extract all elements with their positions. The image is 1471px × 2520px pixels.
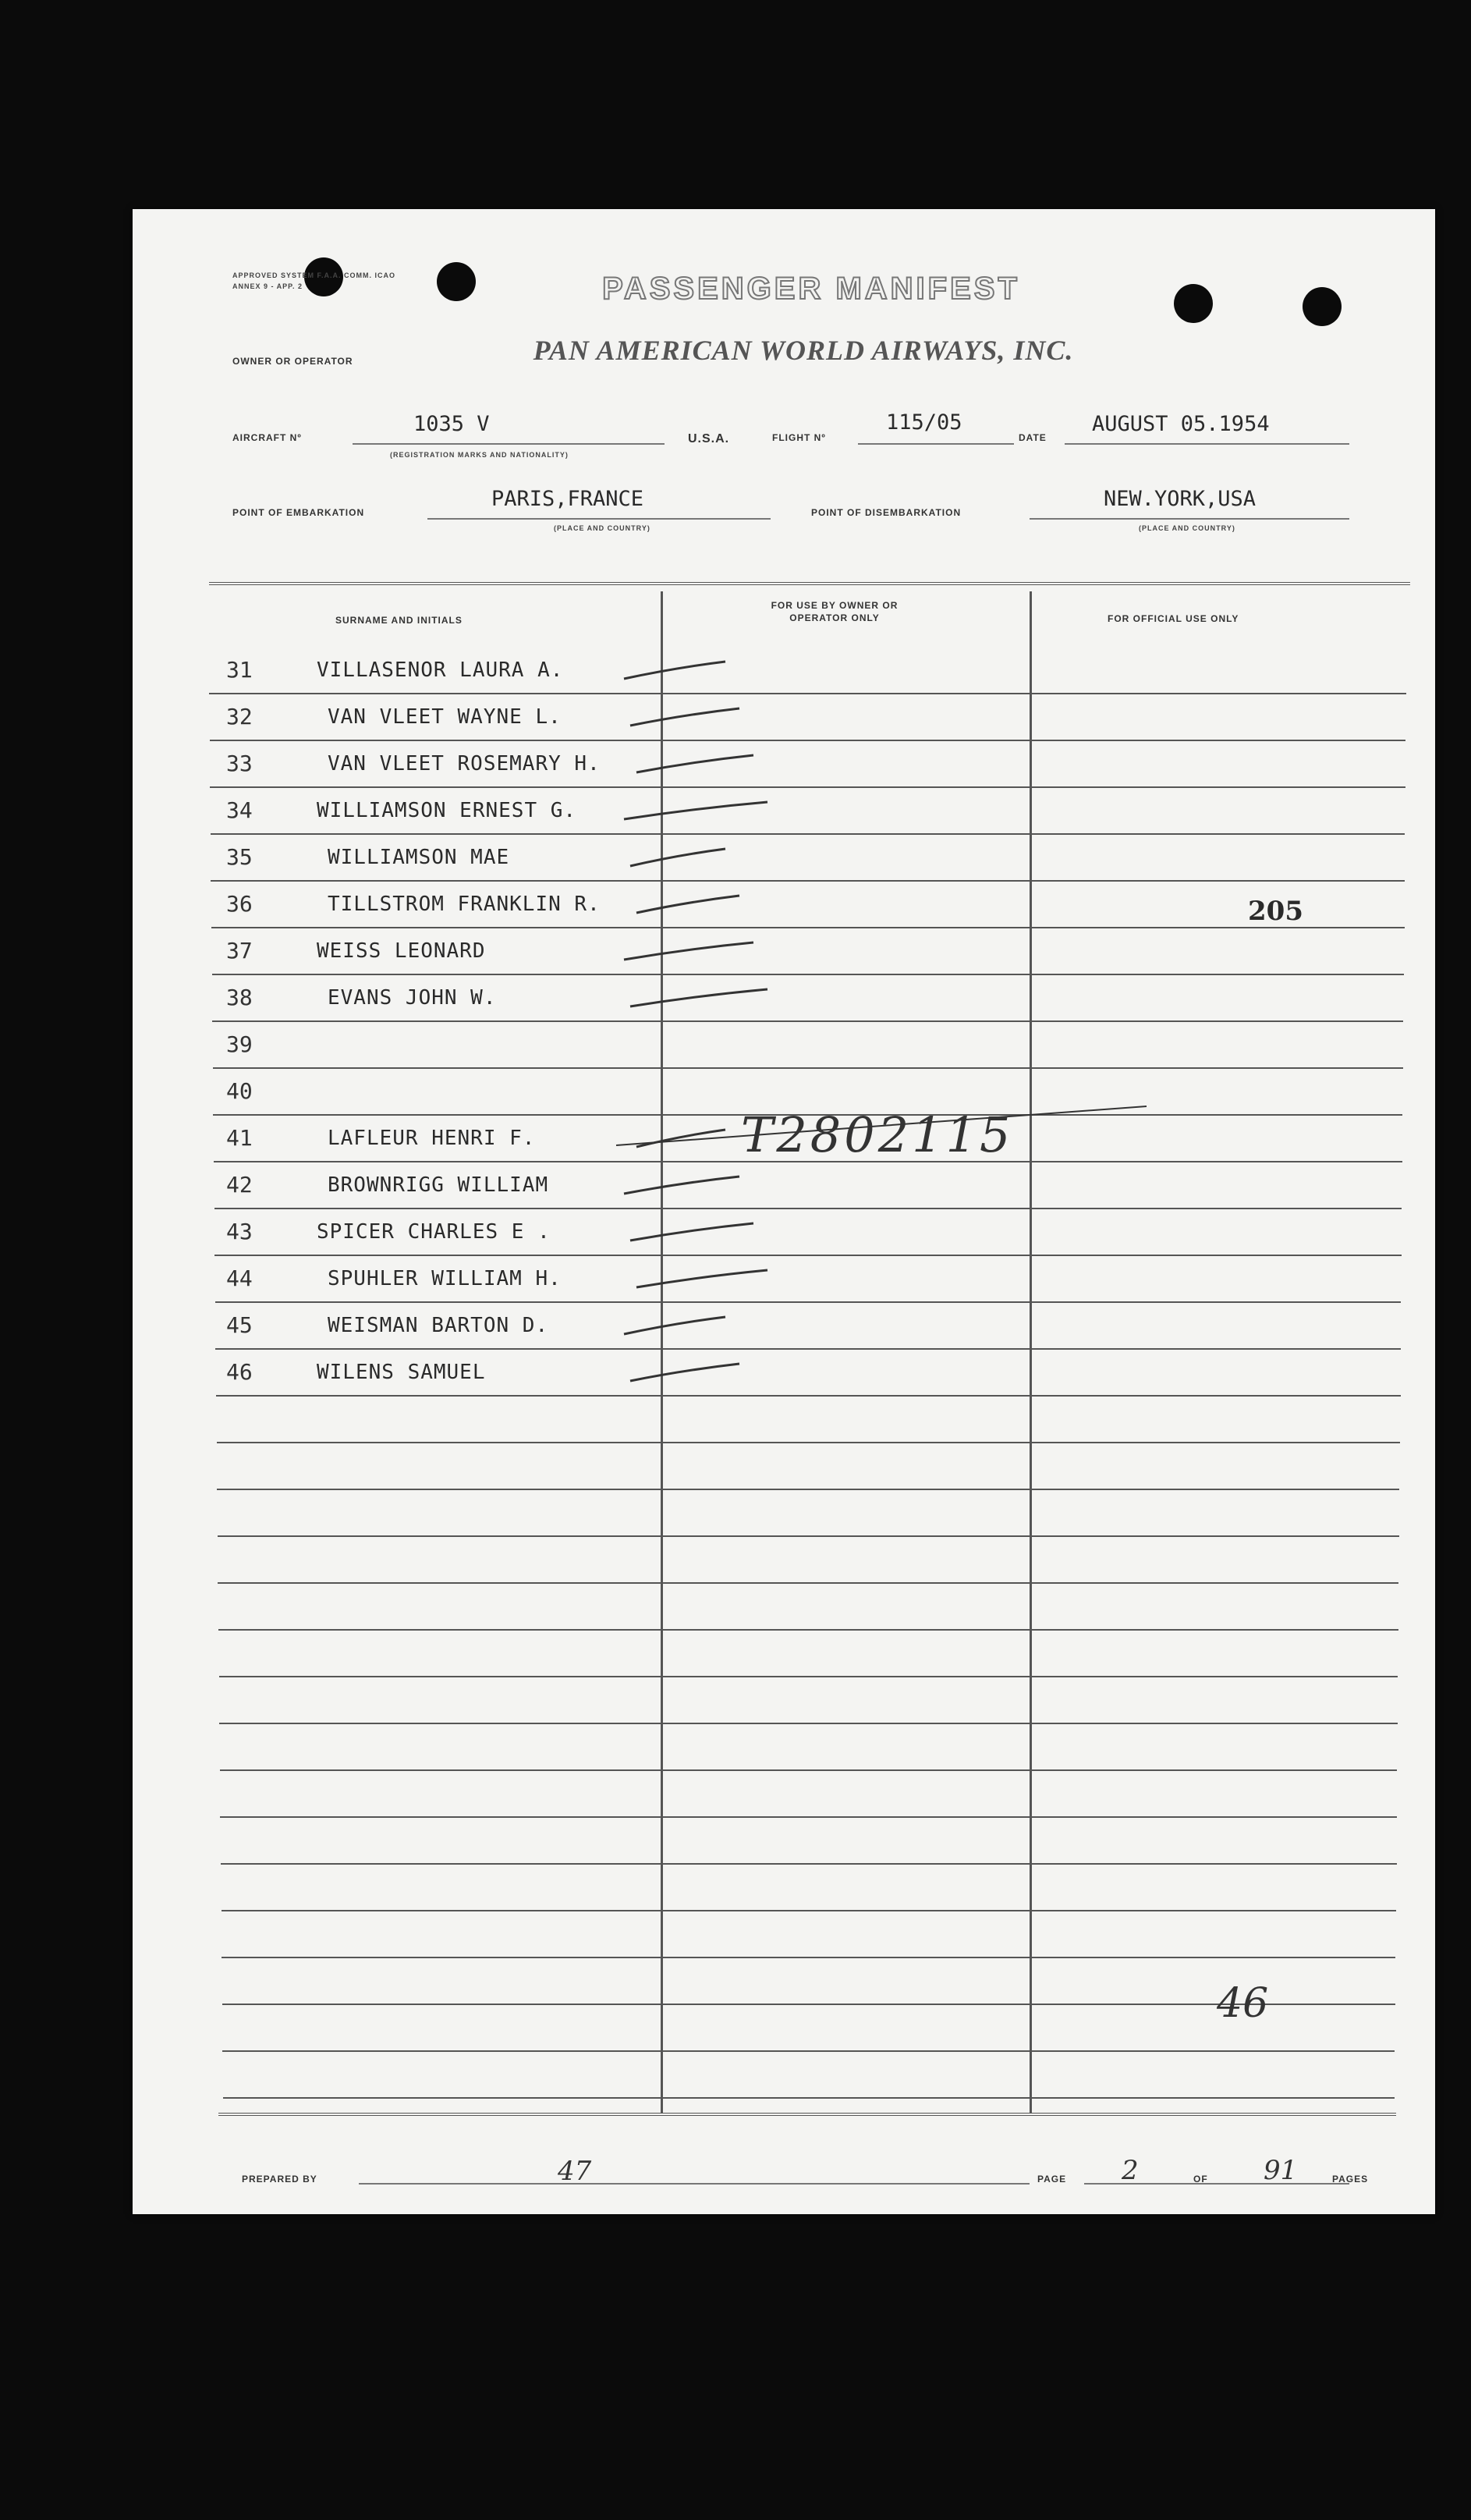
passenger-name: BROWNRIGG WILLIAM: [328, 1173, 549, 1197]
row-number: 39: [226, 1031, 253, 1057]
row-number: 41: [226, 1125, 253, 1151]
check-stroke: [624, 1317, 725, 1334]
passenger-name: WILLIAMSON ERNEST G.: [317, 799, 577, 822]
check-stroke: [630, 1223, 753, 1240]
row-number: 38: [226, 985, 253, 1010]
passenger-name: SPUHLER WILLIAM H.: [328, 1267, 562, 1290]
row-number: 37: [226, 938, 253, 964]
company-name: PAN AMERICAN WORLD AIRWAYS, INC.: [533, 335, 1074, 366]
passenger-name: WILENS SAMUEL: [317, 1361, 486, 1384]
check-stroke: [624, 802, 767, 819]
passenger-name: EVANS JOHN W.: [328, 986, 497, 1010]
registration-caption: (REGISTRATION MARKS AND NATIONALITY): [390, 451, 569, 459]
official-note: 205: [1248, 896, 1303, 927]
check-stroke: [624, 1177, 739, 1194]
handwritten-code: T2802115: [741, 1106, 1014, 1163]
row-number: 34: [226, 797, 253, 823]
passenger-name: WEISMAN BARTON D.: [328, 1314, 549, 1337]
date-value: AUGUST 05.1954: [1092, 412, 1270, 436]
of-label: OF: [1193, 2174, 1208, 2185]
disembark-label: POINT OF DISEMBARKATION: [811, 507, 962, 518]
pages-value: 91: [1264, 2155, 1298, 2186]
row-number: 32: [226, 704, 253, 729]
passenger-name: VAN VLEET WAYNE L.: [328, 705, 562, 729]
passenger-name: VILLASENOR LAURA A.: [317, 658, 564, 682]
passenger-name: SPICER CHARLES E .: [317, 1220, 551, 1244]
passenger-name: TILLSTROM FRANKLIN R.: [328, 893, 601, 916]
check-stroke: [630, 708, 739, 726]
row-number: 46: [226, 1359, 253, 1385]
check-stroke: [630, 849, 725, 866]
check-stroke: [636, 896, 739, 913]
row-number: 43: [226, 1219, 253, 1244]
check-stroke: [636, 755, 753, 772]
pages-label: PAGES: [1332, 2174, 1369, 2185]
row-number: 33: [226, 751, 253, 776]
passenger-name: LAFLEUR HENRI F.: [328, 1127, 536, 1150]
passenger-name: WEISS LEONARD: [317, 939, 486, 963]
check-stroke: [630, 1364, 739, 1381]
check-stroke: [624, 942, 753, 960]
row-number: 44: [226, 1265, 253, 1291]
row-number: 42: [226, 1172, 253, 1198]
col-header-surname: SURNAME AND INITIALS: [335, 615, 463, 626]
check-marks: [133, 209, 1435, 2214]
row-number: 45: [226, 1312, 253, 1338]
embark-label: POINT OF EMBARKATION: [232, 507, 365, 518]
passenger-name: WILLIAMSON MAE: [328, 846, 510, 869]
col-header-owner: FOR USE BY OWNER OR OPERATOR ONLY: [771, 600, 899, 623]
prepared-label: PREPARED BY: [242, 2174, 317, 2185]
page-title: PASSENGER MANIFEST: [602, 272, 1020, 306]
approval-text: APPROVED SYSTEM F.A.A. COMM. ICAO ANNEX 9 - APP. 2: [232, 272, 396, 290]
owner-label: OWNER OR OPERATOR: [232, 356, 353, 367]
flight-value: 115/05: [886, 410, 962, 435]
place-caption-2: (PLACE AND COUNTRY): [1139, 524, 1235, 532]
embark-value: PARIS,FRANCE: [491, 487, 644, 511]
passenger-name: VAN VLEET ROSEMARY H.: [328, 752, 601, 776]
country-label: U.S.A.: [688, 432, 730, 445]
flight-label: FLIGHT Nº: [772, 432, 826, 443]
col-header-official: FOR OFFICIAL USE ONLY: [1108, 613, 1239, 624]
page-value: 2: [1122, 2155, 1139, 2186]
row-number: 40: [226, 1078, 253, 1104]
manifest-sheet: [133, 209, 1435, 2214]
row-number: 35: [226, 844, 253, 870]
row-number: 36: [226, 891, 253, 917]
prepared-value: 47: [558, 2156, 592, 2187]
date-label: DATE: [1019, 432, 1047, 443]
aircraft-value: 1035 V: [413, 412, 490, 436]
check-stroke: [630, 989, 767, 1006]
handwritten-total: 46: [1217, 1980, 1269, 2027]
page-label: PAGE: [1037, 2174, 1067, 2185]
aircraft-label: AIRCRAFT Nº: [232, 432, 302, 443]
place-caption: (PLACE AND COUNTRY): [554, 524, 650, 532]
disembark-value: NEW.YORK,USA: [1104, 487, 1257, 511]
check-stroke: [624, 662, 725, 679]
check-stroke: [636, 1270, 767, 1287]
row-number: 31: [226, 657, 253, 683]
long-stroke: [616, 1106, 1147, 1145]
